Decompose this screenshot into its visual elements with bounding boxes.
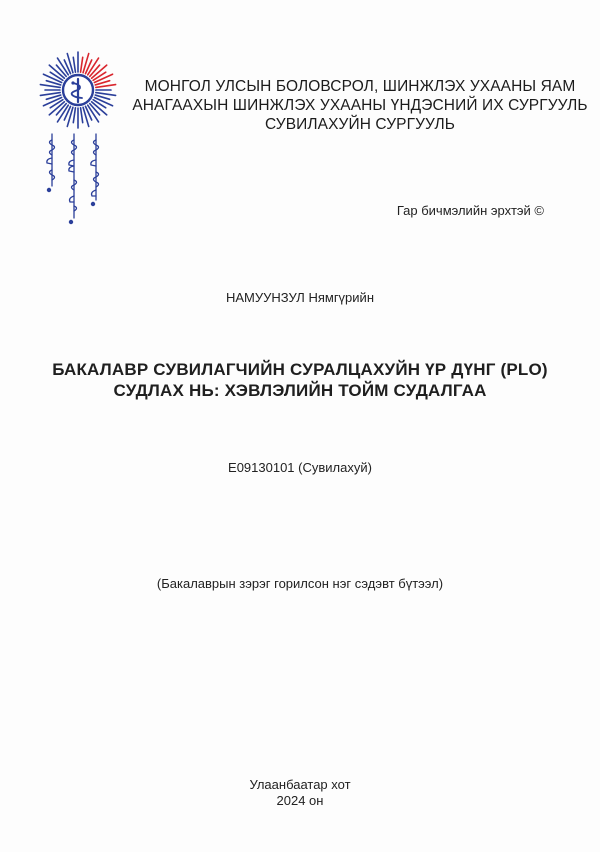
program-code: E09130101 (Сувилахуй) [228,460,372,475]
emblem-ray [73,108,75,123]
header-line-university: АНАГААХЫН ШИНЖЛЭХ УХААНЫ ҮНДЭСНИЙ ИХ СУРГУУЛЬ [132,97,588,114]
emblem-ray [96,85,116,88]
thesis-title-line-2: СУДЛАХ НЬ: ХЭВЛЭЛИЙН ТОЙМ СУДАЛГАА [113,381,487,400]
ministry-header [120,77,600,134]
emblem-ray [40,85,60,88]
emblem-ray [81,108,83,123]
emblem-ray [96,93,116,96]
author-name: НАМУУНЗУЛ Нямгүрийн [225,290,374,305]
thesis-title-line-1: БАКАЛАВР СУВИЛАГЧИЙН СУРАЛЦАХУЙН ҮР ДҮНГ (PLO) [52,360,548,379]
emblem-ray [40,93,60,96]
copyright-notice: Гар бичмэлийн эрхтэй © [396,203,544,218]
header-line-school: СУВИЛАХУЙН СУРГУУЛЬ [264,116,456,133]
city: Улаанбаатар хот [249,777,351,792]
thesis-title [0,359,600,401]
degree-note: (Бакалаврын зэрэг горилсон нэг сэдэвт бүтээл) [156,576,444,591]
emblem-ray [73,57,75,72]
emblem-ray [81,57,83,72]
place-and-year [0,777,600,809]
year: 2024 он [276,793,324,808]
header-line-ministry: МОНГОЛ УЛСЫН БОЛОВСРОЛ, ШИНЖЛЭХ УХААНЫ ЯАМ [144,78,576,95]
mongolian-script-seal [38,128,114,228]
university-emblem-icon [38,50,118,130]
